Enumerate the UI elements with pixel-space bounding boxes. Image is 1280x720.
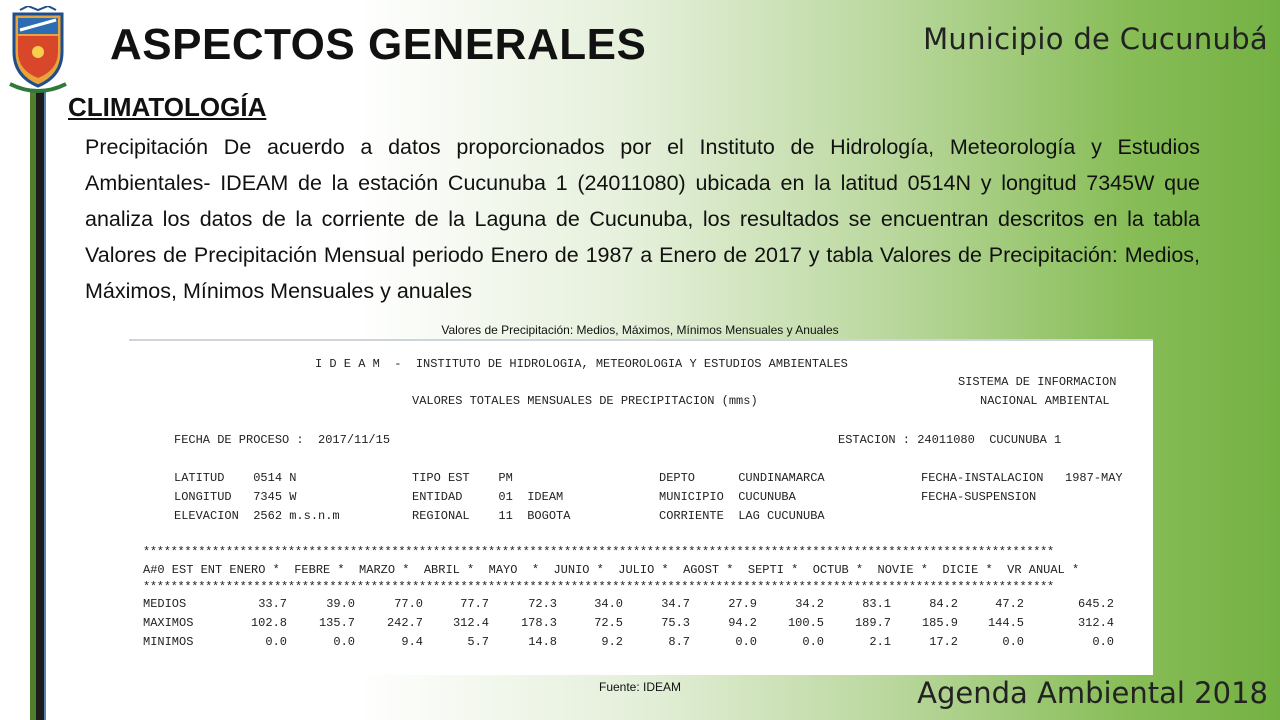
row-label-maximos: MAXIMOS [143, 616, 194, 630]
report-longitude: LONGITUD 7345 W [174, 490, 297, 504]
table-cell: 83.1 [862, 597, 891, 611]
table-cell: 0.0 [333, 635, 355, 649]
table-cell: 34.2 [795, 597, 824, 611]
table-cell: 94.2 [728, 616, 757, 630]
row-label-medios: MEDIOS [143, 597, 187, 611]
table-cell: 72.3 [528, 597, 557, 611]
table-cell: 27.9 [728, 597, 757, 611]
table-cell: 9.4 [401, 635, 423, 649]
row-label-minimos: MINIMOS [143, 635, 194, 649]
table-caption: Valores de Precipitación: Medios, Máximos, Mínimos Mensuales y Anuales [441, 323, 839, 337]
table-cell: 189.7 [854, 616, 891, 630]
report-tipo-est: TIPO EST PM [412, 471, 513, 485]
page-title: ASPECTOS GENERALES [110, 20, 647, 69]
report-fecha-instalacion: FECHA-INSTALACION 1987-MAY [921, 471, 1123, 485]
table-cell: 8.7 [668, 635, 690, 649]
table-cell: 72.5 [594, 616, 623, 630]
table-cell: 100.5 [787, 616, 824, 630]
table-cell: 645.2 [1077, 597, 1114, 611]
table-cell: 0.0 [265, 635, 287, 649]
side-bar-black [36, 92, 44, 720]
table-cell: 14.8 [528, 635, 557, 649]
table-cell: 312.4 [452, 616, 489, 630]
table-cell: 39.0 [326, 597, 355, 611]
source-note: Fuente: IDEAM [598, 680, 682, 694]
municipality-label: Municipio de Cucunubá [923, 22, 1268, 56]
report-system-line1: SISTEMA DE INFORMACION [958, 375, 1117, 389]
table-cell: 34.0 [594, 597, 623, 611]
report-entidad: ENTIDAD 01 IDEAM [412, 490, 564, 504]
report-process-date: FECHA DE PROCESO : 2017/11/15 [174, 433, 391, 447]
report-fecha-suspension: FECHA-SUSPENSION [921, 490, 1037, 504]
table-cell: 0.0 [802, 635, 824, 649]
report-subtitle: VALORES TOTALES MENSUALES DE PRECIPITACION (mms) [412, 394, 758, 408]
section-heading: CLIMATOLOGÍA [68, 92, 267, 122]
table-cell: 2.1 [869, 635, 891, 649]
table-cell: 0.0 [1092, 635, 1114, 649]
table-cell: 33.7 [258, 597, 287, 611]
table-cell: 34.7 [661, 597, 690, 611]
precipitation-report [129, 339, 1153, 675]
report-separator-bottom: ************************************************************************************************************************************ [143, 580, 1054, 594]
report-latitude: LATITUD 0514 N [174, 471, 297, 485]
report-institute: I D E A M - INSTITUTO DE HIDROLOGIA, METEOROLOGIA Y ESTUDIOS AMBIENTALES [315, 357, 848, 371]
table-cell: 84.2 [929, 597, 958, 611]
side-bar-blue [44, 92, 46, 720]
table-cell: 185.9 [921, 616, 958, 630]
report-station: ESTACION : 24011080 CUCUNUBA 1 [838, 433, 1062, 447]
report-column-header: A#0 EST ENT ENERO * FEBRE * MARZO * ABRIL * MAYO * JUNIO * JULIO * AGOST * SEPTI * OCTUB * NOVIE * DICIE * VR ANUAL * [143, 563, 1080, 577]
table-cell: 9.2 [601, 635, 623, 649]
footer-agenda: Agenda Ambiental 2018 [917, 676, 1268, 710]
table-cell: 77.7 [460, 597, 489, 611]
table-cell: 17.2 [929, 635, 958, 649]
table-cell: 5.7 [467, 635, 489, 649]
report-municipio: MUNICIPIO CUCUNUBA [659, 490, 796, 504]
table-cell: 178.3 [520, 616, 557, 630]
report-depto: DEPTO CUNDINAMARCA [659, 471, 825, 485]
table-cell: 75.3 [661, 616, 690, 630]
description-paragraph: Precipitación De acuerdo a datos proporcionados por el Instituto de Hidrología, Meteorología y Estudios Ambientales- IDEAM de la estación Cucunuba 1 (24011080) ubicada en la latitud 0514N y longitud 7345W que analiza los datos de la corriente de la Laguna de Cucunuba, los resultados se encuentran descritos en la tabla Valores de Precipitación Mensual periodo Enero de 1987 a Enero de 2017 y tabla Valores de Precipitación: Medios, Máximos, Mínimos Mensuales y anuales [85, 135, 1200, 303]
report-separator-top: ************************************************************************************************************************************ [143, 545, 1054, 559]
table-cell: 0.0 [735, 635, 757, 649]
report-elevation: ELEVACION 2562 m.s.n.m [174, 509, 340, 523]
table-cell: 47.2 [995, 597, 1024, 611]
report-corriente: CORRIENTE LAG CUCUNUBA [659, 509, 825, 523]
table-cell: 312.4 [1077, 616, 1114, 630]
report-regional: REGIONAL 11 BOGOTA [412, 509, 571, 523]
table-cell: 242.7 [386, 616, 423, 630]
table-cell: 0.0 [1002, 635, 1024, 649]
table-cell: 77.0 [394, 597, 423, 611]
coat-of-arms-logo [6, 6, 70, 96]
table-cell: 144.5 [987, 616, 1024, 630]
table-cell: 135.7 [318, 616, 355, 630]
report-system-line2: NACIONAL AMBIENTAL [980, 394, 1110, 408]
table-cell: 102.8 [250, 616, 287, 630]
